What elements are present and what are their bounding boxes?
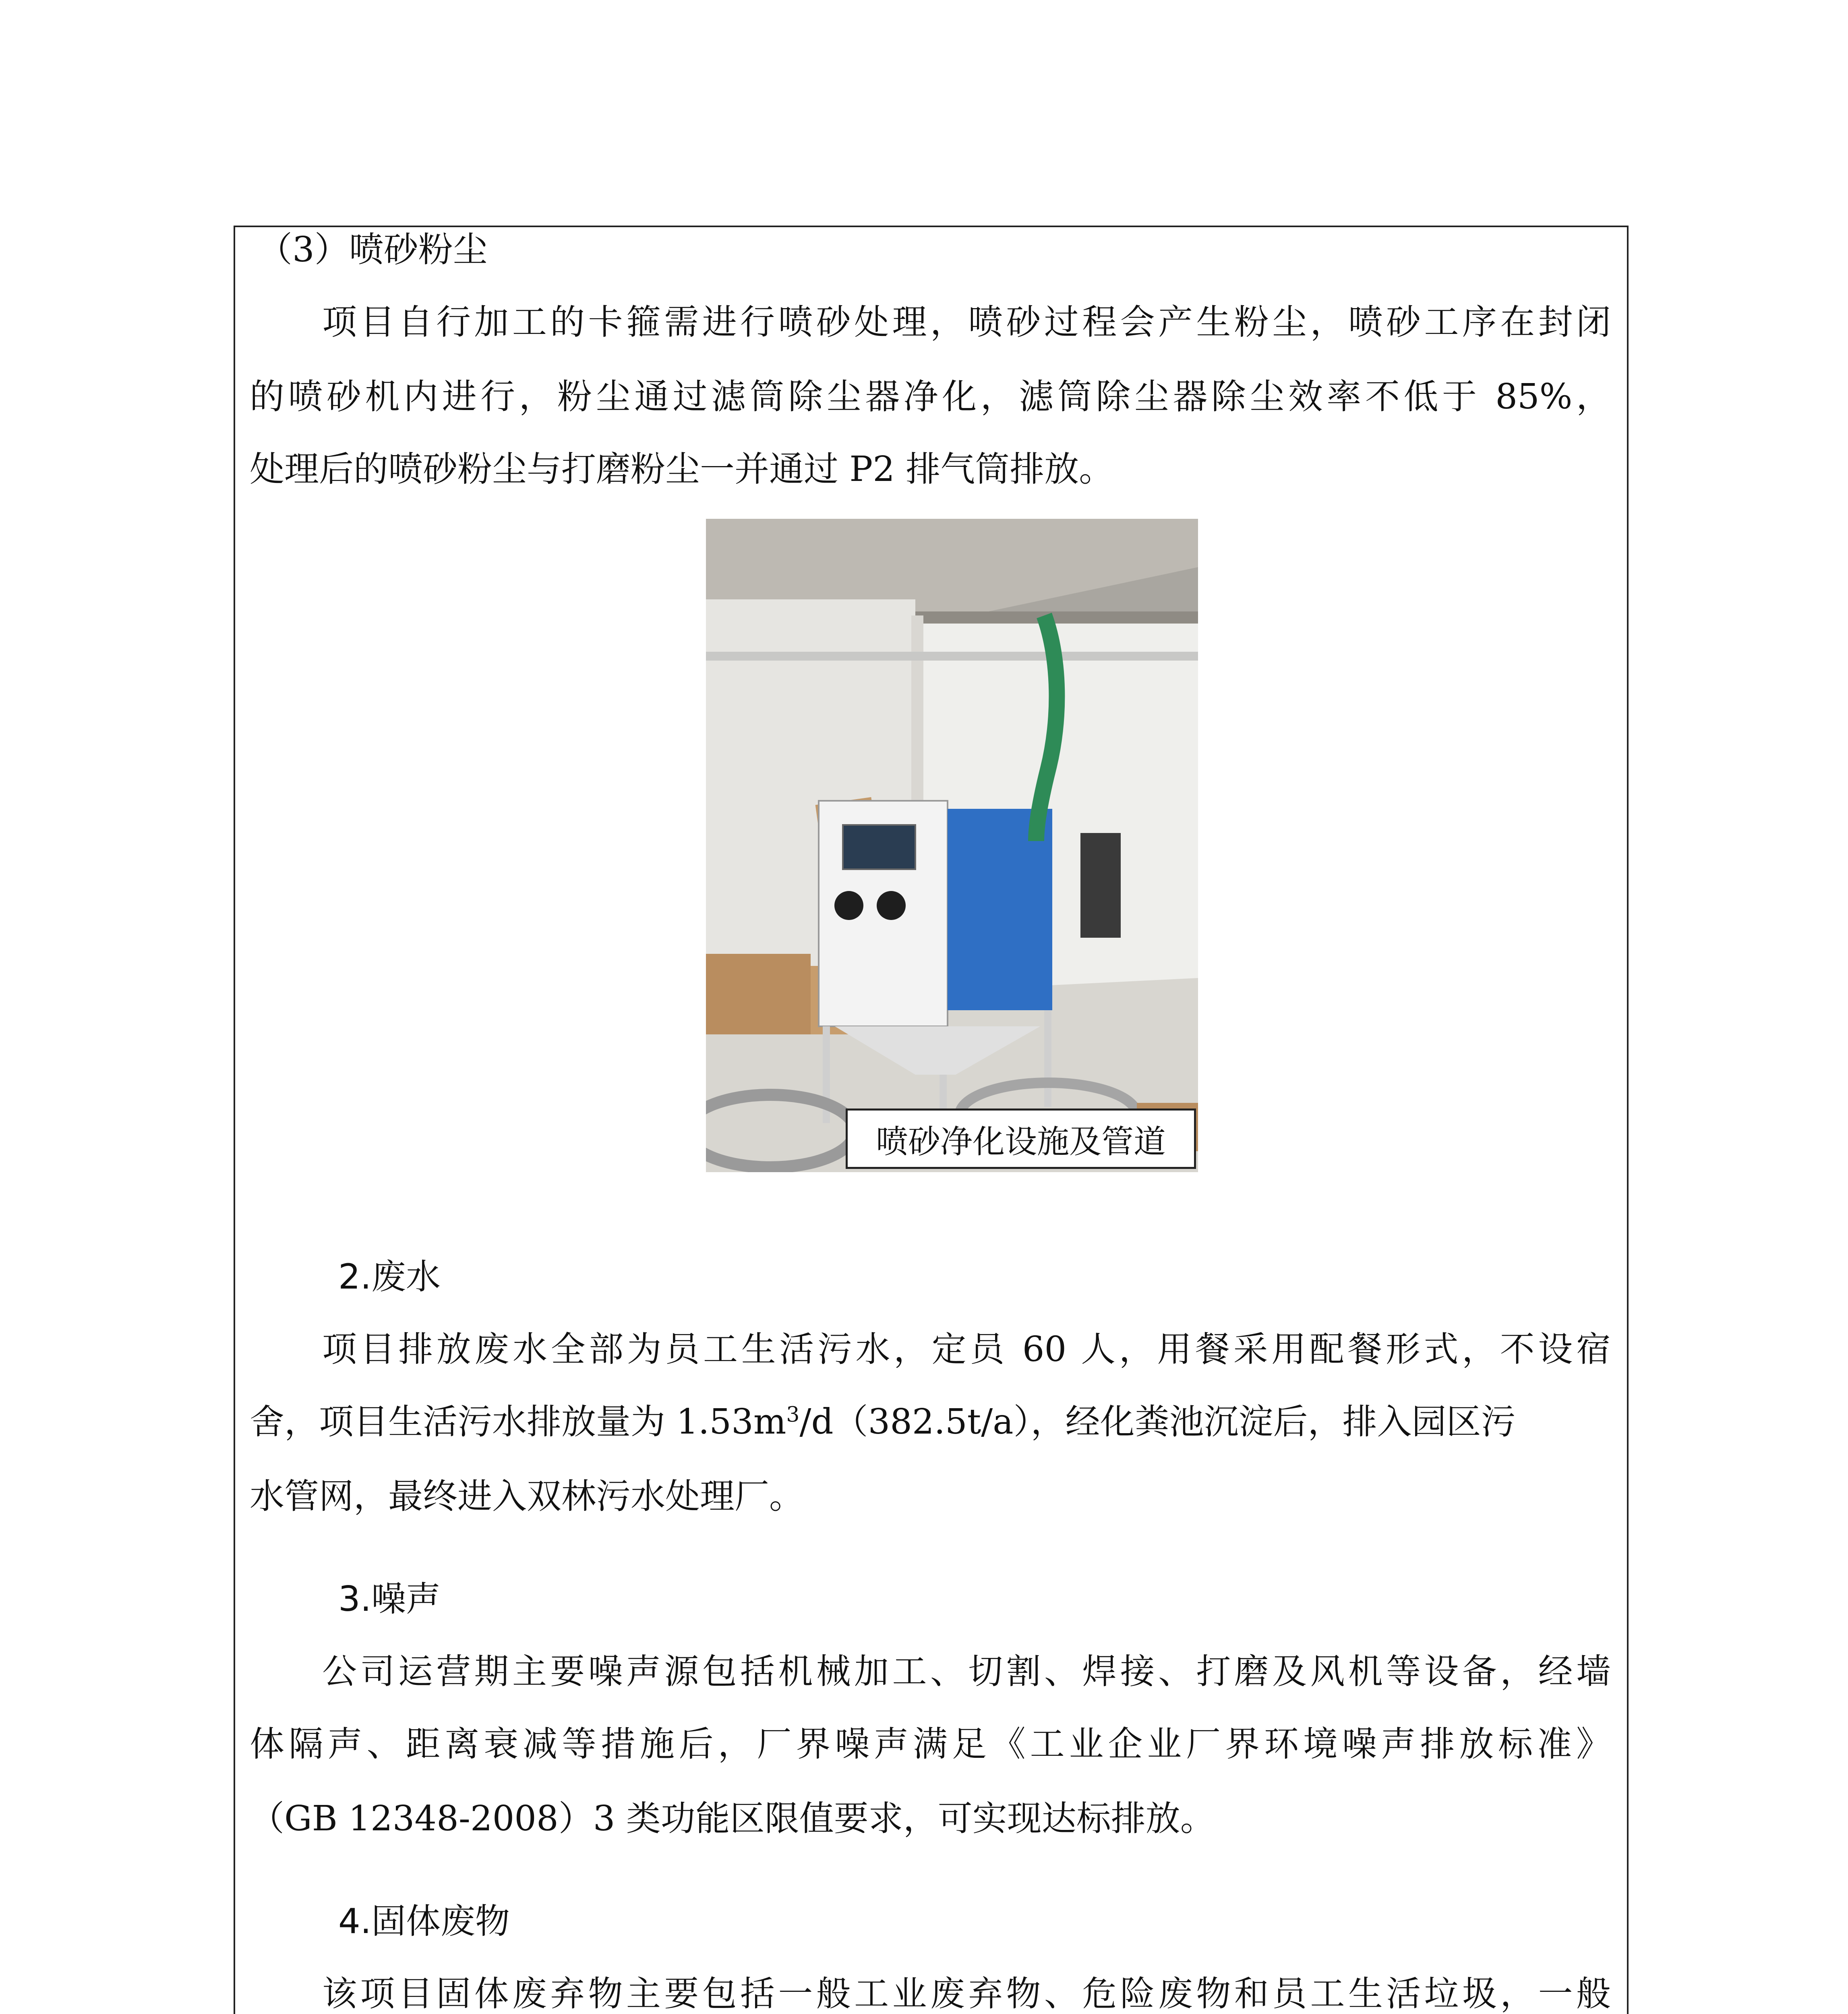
paragraph-line: （GB 12348-2008）3 类功能区限值要求，可实现达标排放。 xyxy=(250,1799,1215,1839)
paragraph-line: 该项目固体废弃物主要包括一般工业废弃物、危险废物和员工生活垃圾，一般 xyxy=(322,1974,1611,2014)
photo-caption: 喷砂净化设施及管道 xyxy=(846,1109,1196,1169)
paragraph-line: 处理后的喷砂粉尘与打磨粉尘一并通过 P2 排气筒排放。 xyxy=(250,449,1114,489)
paragraph-line: 的喷砂机内进行，粉尘通过滤筒除尘器净化，滤筒除尘器除尘效率不低于 85%， xyxy=(250,377,1611,417)
paragraph-line: 项目排放废水全部为员工生活污水，定员 60 人，用餐采用配餐形式，不设宿 xyxy=(322,1329,1611,1370)
section-heading-sandblasting: （3）喷砂粉尘 xyxy=(258,230,488,270)
section-heading-solid-waste: 4.固体废物 xyxy=(338,1901,510,1941)
paragraph-line: 体隔声、距离衰减等措施后，厂界噪声满足《工业企业厂界环境噪声排放标准》 xyxy=(250,1724,1611,1764)
sandblasting-equipment-photo xyxy=(706,519,1198,1172)
paragraph-line: 公司运营期主要噪声源包括机械加工、切割、焊接、打磨及风机等设备，经墙 xyxy=(322,1651,1611,1692)
section-heading-noise: 3.噪声 xyxy=(338,1579,441,1619)
paragraph-line: 舍，项目生活污水排放量为 $1.53m^3/d(382.5t/a)$，经化粪池沉淀后，排入园区污 xyxy=(250,1402,1516,1442)
paragraph-line: 项目自行加工的卡箍需进行喷砂处理，喷砂过程会产生粉尘，喷砂工序在封闭 xyxy=(322,302,1611,342)
paragraph-line: 水管网，最终进入双林污水处理厂。 xyxy=(250,1476,804,1517)
section-heading-wastewater: 2.废水 xyxy=(338,1257,441,1297)
